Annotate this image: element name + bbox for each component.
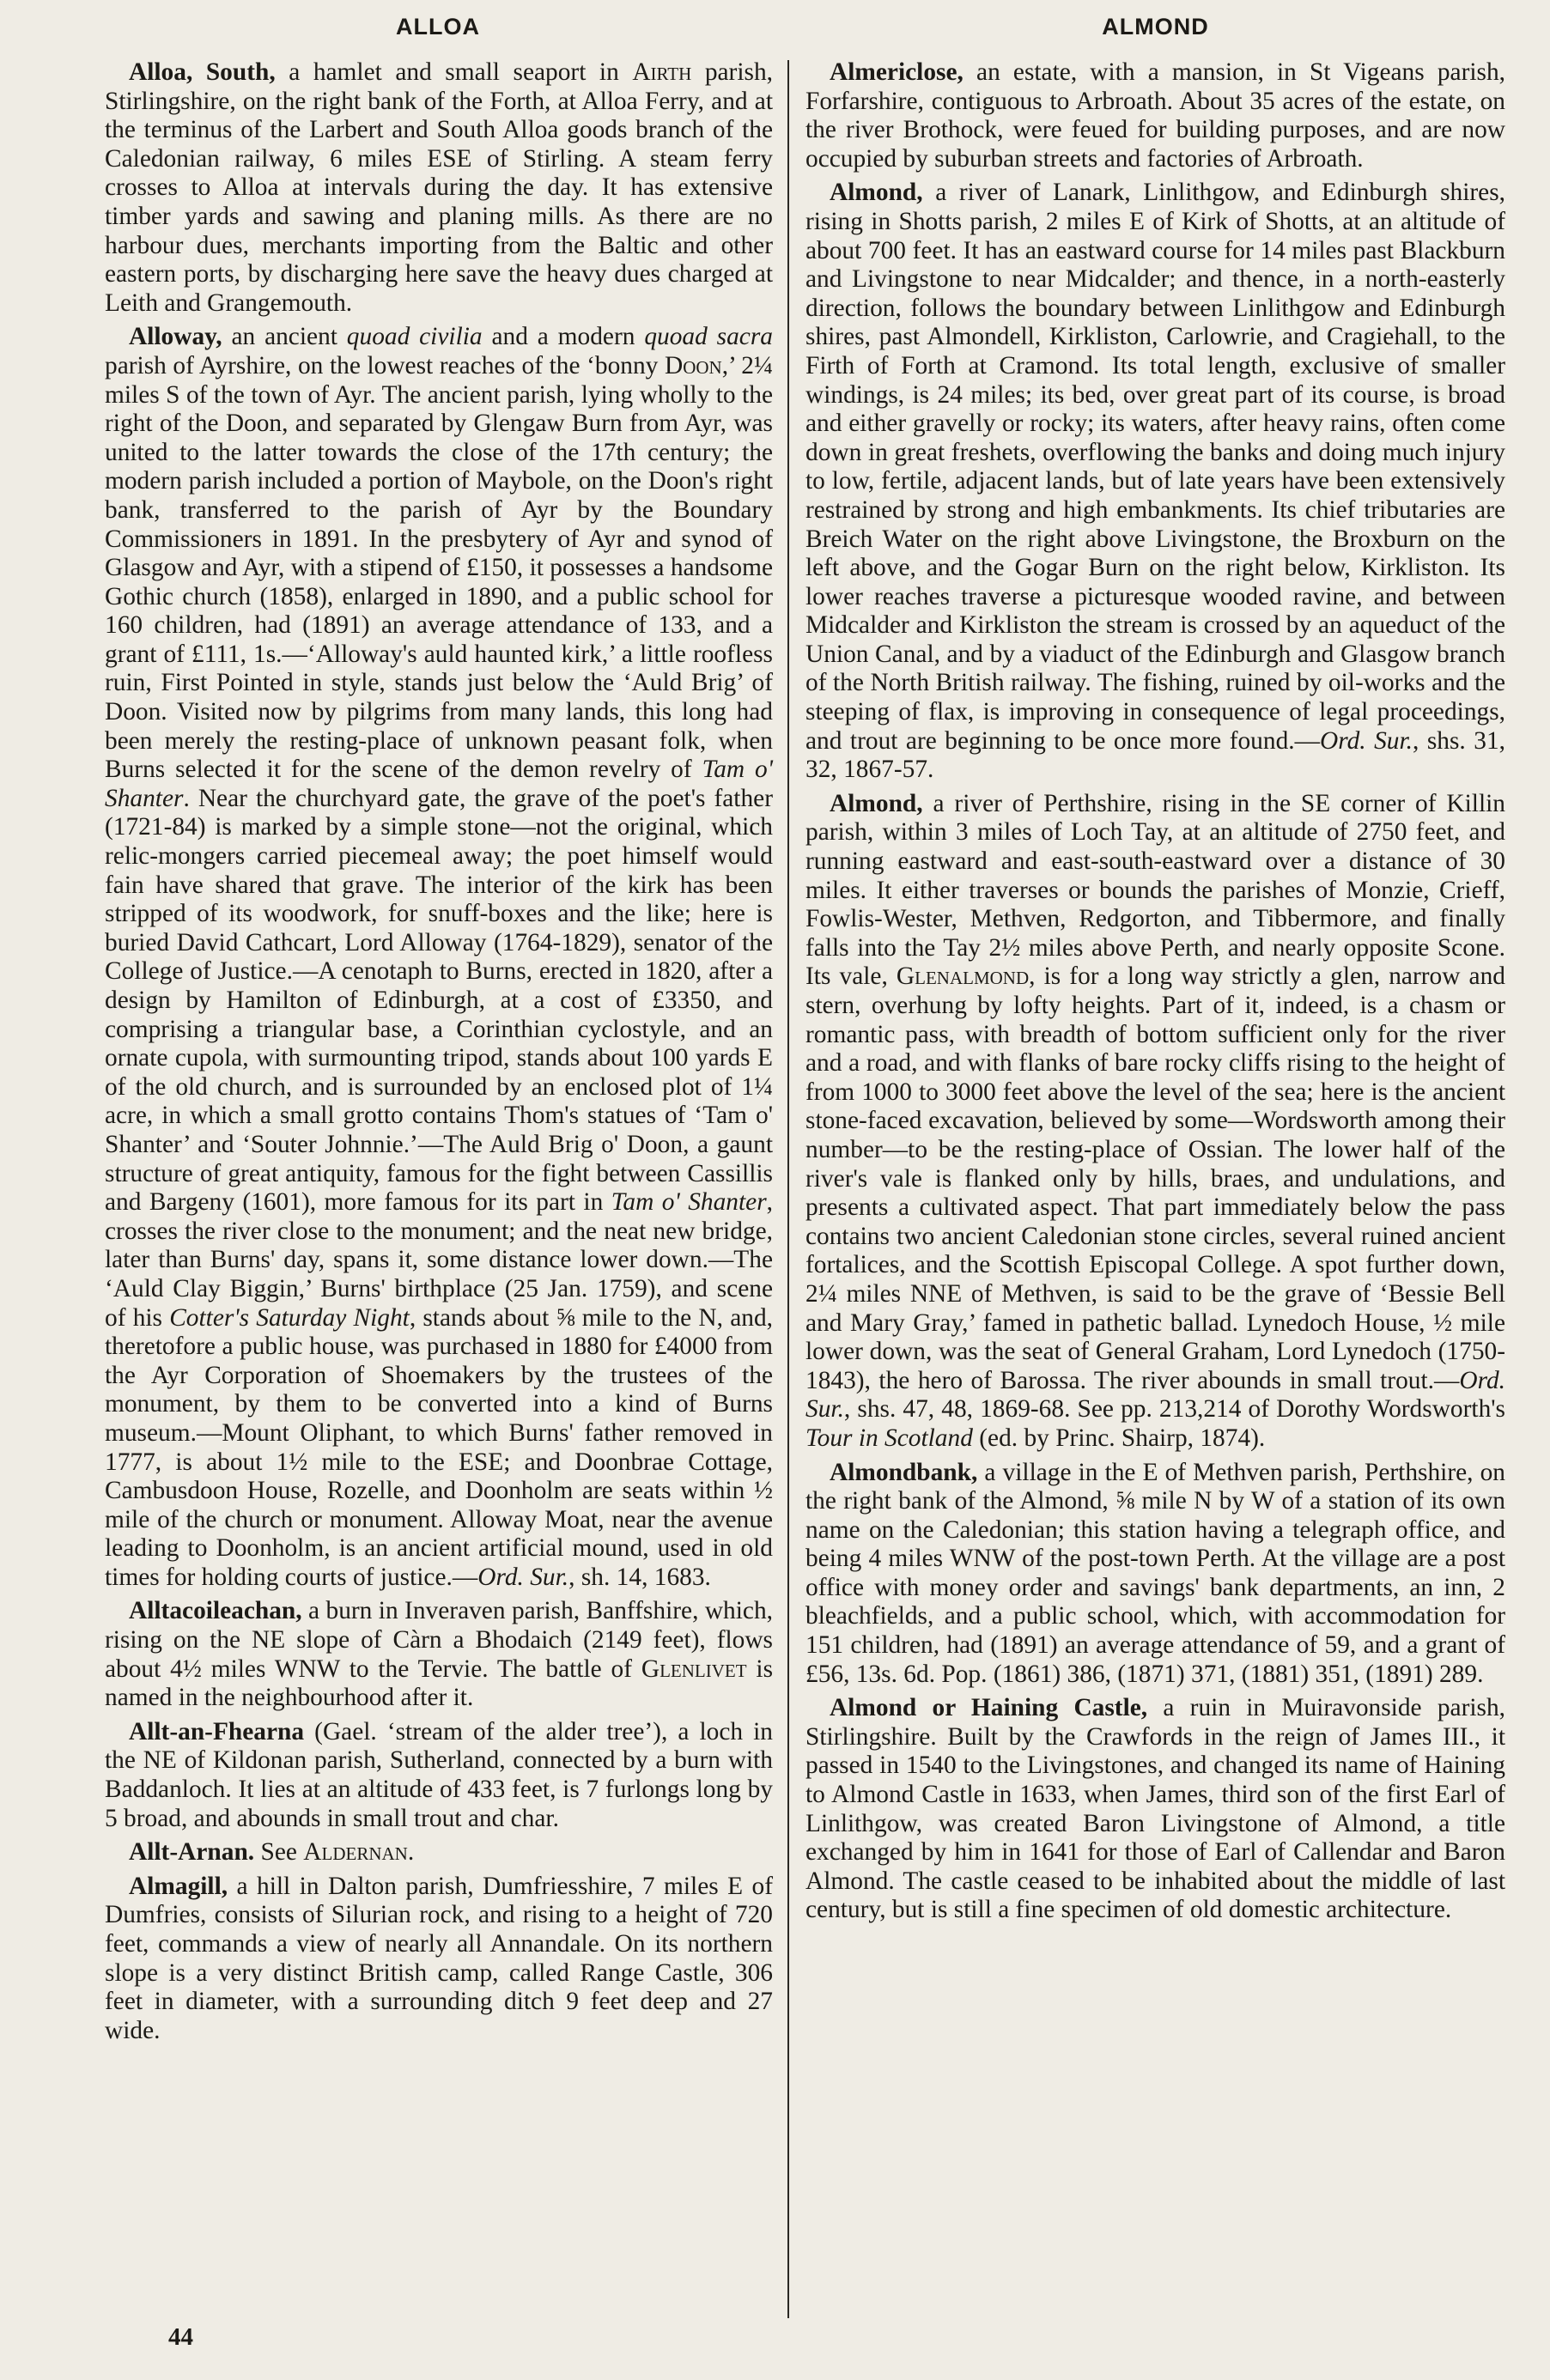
entry-text: ,’ 2¼ miles S of the town of Ayr. The ancient parish, lying wholly to the right of the Doon, and separated by Glengaw Burn from Ayr, was united to the latter towards the close of the 17th century; the modern parish included a portion of Maybole, on the Doon's right bank, transferred to the parish of Ayr by the Boundary Commissioners in 1891. In the presbytery of Ayr and synod of Glasgow and Ayr, with a stipend of £150, it possesses a handsome Gothic church (1858), enlarged in 1890, and a public school for 160 children, had (1891) an average attendance of 133, and a grant of £111, 1s.—‘Alloway's auld haunted kirk,’ a little roofless ruin, First Pointed in style, stands just below the ‘Auld Brig’ of Doon. Visited now by pilgrims from many lands, this long had been merely the resting-place of unknown peasant folk, when Burns selected it for the scene of the demon revelry of <box>105 351 773 784</box>
entry-headword: Alltacoileachan, <box>129 1597 302 1625</box>
page-number: 44 <box>168 2323 193 2351</box>
entry-headword: Allt-Arnan. <box>129 1838 255 1867</box>
left-entry <box>105 1838 773 1867</box>
entry-text: , sh. 14, 1683. <box>568 1563 711 1591</box>
right-entry <box>805 58 1505 173</box>
entry-headword: Almondbank, <box>830 1458 978 1486</box>
entry-text: and a modern <box>482 323 645 351</box>
entry-text: , shs. 47, 48, 1869-68. See pp. 213,214 of Dorothy Wordsworth's <box>843 1395 1505 1424</box>
entry-headword: Almond or Haining Castle, <box>830 1694 1148 1722</box>
entry-headword: Alloway, <box>129 323 222 351</box>
small-caps-text: Doon <box>664 351 722 379</box>
right-entry <box>805 1694 1505 1925</box>
italic-text: Cotter's Saturday Night <box>169 1303 410 1332</box>
entry-text: , is for a long way strictly a glen, narrow and stern, overhung by lofty heights. Part of it, indeed, is a chasm or romantic pass, with breadth of bottom sufficient only for the river and a road, and with flanks of bare rocky cliffs rising to the height of from 1000 to 3000 feet above the level of the sea; here is the ancient stone-faced excavation, believed by some—Wordsworth among their number—to be the resting-place of Ossian. The lower half of the river's vale is flanked only by hills, braes, and undulations, and presents a cultivated aspect. That part immediately below the pass contains two ancient Caledonian stone circles, several ruined ancient fortalices, and the Scottish Episcopal College. A spot further down, 2¼ miles NNE of Methven, is said to be the grave of ‘Bessie Bell and Mary Gray,’ famed in pathetic ballad. Lynedoch House, ½ mile lower down, was the seat of General Graham, Lord Lynedoch (1750-1843), the hero of Barossa. The river abounds in small trout.— <box>805 962 1505 1394</box>
right-entry <box>805 179 1505 784</box>
entry-text: a river of Perthshire, rising in the SE corner of Killin parish, within 3 miles of Loch Tay, at an altitude of 2750 feet, and running eastward and east-south-eastward over a distance of 30 miles. It either traverses or bounds the parishes of Monzie, Crieff, Fowlis-Wester, Methven, Redgorton, and Tibbermore, and finally falls into the Tay 2½ miles above Perth, and nearly opposite Scone. Its vale, <box>805 789 1505 991</box>
left-entry <box>105 58 773 318</box>
entry-headword: Almond, <box>830 179 923 207</box>
entry-text: a burn in Inveraven parish, Banffshire, which, rising on the NE slope of Càrn a Bhodaich (2149 feet), flows about 4½ miles WNW to the Tervie. The battle of <box>105 1597 773 1683</box>
entry-text: parish of Ayrshire, on the lowest reaches of the ‘bonny <box>105 351 665 379</box>
entry-text: a village in the E of Methven parish, Perthshire, on the right bank of the Almond, ⅝ mile N by W of a station of its own name on the Caledonian; this station having a telegraph office, and being 4 miles WNW of the post-town Perth. At the village are a post office with money order and savings' bank departments, an inn, 2 bleachfields, and a public school, which, with accommodation for 151 children, had (1891) an average attendance of 59, and a grant of £56, 13s. 6d. Pop. (1861) 386, (1871) 371, (1881) 351, (1891) 289. <box>805 1458 1505 1688</box>
entry-text: a river of Lanark, Linlithgow, and Edinburgh shires, rising in Shotts parish, 2 miles E of Kirk of Shotts, at an altitude of about 700 feet. It has an eastward course for 14 miles past Blackburn and Livingstone to near Midcalder; and thence, in a north-easterly direction, follows the boundary between Linlithgow and Edinburgh shires, past Almondell, Kirkliston, Carlowrie, and Cragiehall, to the Firth of Forth at Cramond. Its total length, exclusive of smaller windings, is 24 miles; its bed, over great part of its course, is broad and either gravelly or rocky; its waters, after heavy rains, often come down in great freshets, overflowing the banks and doing much injury to low, fertile, adjacent lands, but of late years have been extensively restrained by strong and high embankments. Its chief tributaries are Breich Water on the right above Livingstone, the Broxburn on the left above, and the Gogar Burn on the right below, Kirkliston. Its lower reaches traverse a picturesque wooded ravine, and between Midcalder and Kirkliston the stream is crossed by an aqueduct of the Union Canal, and by a viaduct of the Edinburgh and Glasgow branch of the North British railway. The fishing, ruined by oil-works and the steeping of flax, is improving in consequence of legal proceedings, and trout are beginning to be once more found.— <box>805 179 1505 755</box>
entry-text: . Near the churchyard gate, the grave of the poet's father (1721-84) is marked by a simple stone—not the original, which relic-mongers carried piecemeal away; the poet himself would fain have shared that grave. The interior of the kirk has been stripped of its woodwork, for snuff-boxes and the like; here is buried David Cathcart, Lord Alloway (1764-1829), senator of the College of Justice.—A cenotaph to Burns, erected in 1820, after a design by Hamilton of Edinburgh, at a cost of £3350, and comprising a triangular base, a Corinthian cyclostyle, and an ornate cupola, with surmounting tripod, stands about 100 yards E of the old church, and is surrounded by an enclosed plot of 1¼ acre, in which a small grotto contains Thom's statues of ‘Tam o' Shanter’ and ‘Souter Johnnie.’—The Auld Brig o' Doon, a gaunt structure of great antiquity, famous for the fight between Cassillis and Bargeny (1601), more famous for its part in <box>105 784 773 1217</box>
italic-text: Ord. Sur. <box>805 1366 1505 1424</box>
small-caps-text: Glenlivet <box>641 1654 747 1683</box>
entry-text: an ancient <box>222 323 347 351</box>
small-caps-text: Airth <box>632 58 692 86</box>
entry-headword: Almond, <box>830 789 923 817</box>
entry-headword: Almagill, <box>129 1872 228 1900</box>
small-caps-text: Glenalmond <box>896 962 1030 991</box>
entry-text: , stands about ⅝ mile to the N, and, theretofore a public house, was purchased in 1880 for £4000 from the Ayr Corporation of Shoemakers by the trustees of the monument, by them to be converted into a kind of Burns museum.—Mount Oliphant, to which Burns' father removed in 1777, is about 1½ mile to the ESE; and Doonbrae Cottage, Cambusdoon House, Rozelle, and Doonholm are seats within ½ mile of the church or monument. Alloway Moat, near the avenue leading to Doonholm, is an ancient artificial mound, used in old times for holding courts of justice.— <box>105 1303 773 1591</box>
left-entry <box>105 1873 773 2046</box>
running-head-right: ALMOND <box>1102 14 1209 39</box>
column-divider <box>787 60 789 2318</box>
entry-text: a hamlet and small seaport in <box>275 58 633 86</box>
entry-headword: Alloa, South, <box>129 58 276 86</box>
entry-headword: Allt-an-Fhearna <box>129 1717 305 1746</box>
entry-text: an estate, with a mansion, in St Vigeans parish, Forfarshire, contiguous to Arbroath. About 35 acres of the estate, on the river Brothock, were feued for building purposes, and are now occupied by suburban streets and factories of Arbroath. <box>805 58 1505 173</box>
italic-text: Tam o' Shanter <box>105 756 774 812</box>
entry-text: See <box>254 1838 304 1867</box>
small-caps-text: Aldernan <box>303 1838 408 1867</box>
entry-headword: Almericlose, <box>830 58 963 86</box>
entry-text: parish, Stirlingshire, on the right bank of the Forth, at Alloa Ferry, and at the terminus of the Larbert and South Alloa goods branch of the Caledonian railway, 6 miles ESE of Stirling. A steam ferry crosses to Alloa at intervals during the day. It has extensive timber yards and sawing and planing mills. As there are no harbour dues, merchants importing from the Baltic and other eastern ports, by discharging here save the heavy dues charged at Leith and Grangemouth. <box>105 58 773 317</box>
left-entry <box>105 1718 773 1833</box>
entry-text: , crosses the river close to the monument; and the neat new bridge, later than Burns' day, spans it, some distance lower down.—The ‘Auld Clay Biggin,’ Burns' birthplace (25 Jan. 1759), and scene of his <box>105 1188 773 1332</box>
italic-text: Ord. Sur. <box>1320 726 1413 755</box>
left-entry <box>105 1597 773 1712</box>
right-entry <box>805 1459 1505 1690</box>
italic-text: Ord. Sur. <box>477 1563 569 1591</box>
italic-text: Tam o' Shanter <box>611 1188 767 1217</box>
italic-text: quoad sacra <box>644 323 773 351</box>
right-entry <box>805 790 1505 1454</box>
entry-text: . <box>407 1838 415 1867</box>
italic-text: quoad civilia <box>346 323 483 351</box>
entry-text: a ruin in Muiravonside parish, Stirlingshire. Built by the Crawfords in the reign of James III., it passed in 1540 to the Livingstones, and changed its name of Haining to Almond Castle in 1633, when James, third son of the first Earl of Linlithgow, was created Baron Livingstone of Almond, a title exchanged by him in 1641 for those of Earl of Callendar and Baron Almond. The castle ceased to be inhabited about the middle of last century, but is still a fine specimen of old domestic architecture. <box>805 1694 1505 1924</box>
entry-text: , shs. 31, 32, 1867-57. <box>805 726 1505 784</box>
italic-text: Tour in Scotland <box>805 1424 973 1452</box>
right-column <box>805 58 1505 1930</box>
entry-text: is named in the neighbourhood after it. <box>105 1654 774 1712</box>
entry-text: (Gael. ‘stream of the alder tree’), a loch in the NE of Kildonan parish, Sutherland, connected by a burn with Baddanloch. It lies at an altitude of 433 feet, is 7 furlongs long by 5 broad, and abounds in small trout and char. <box>105 1717 773 1832</box>
left-column <box>105 58 773 2050</box>
entry-text: a hill in Dalton parish, Dumfriesshire, 7 miles E of Dumfries, consists of Silurian rock, and rising to a height of 720 feet, commands a view of nearly all Annandale. On its northern slope is a very distinct British camp, called Range Castle, 306 feet in diameter, with a surrounding ditch 9 feet deep and 27 wide. <box>105 1872 773 2044</box>
entry-text: (ed. by Princ. Shairp, 1874). <box>972 1424 1266 1452</box>
running-head-left: ALLOA <box>396 14 480 39</box>
left-entry <box>105 323 773 1592</box>
